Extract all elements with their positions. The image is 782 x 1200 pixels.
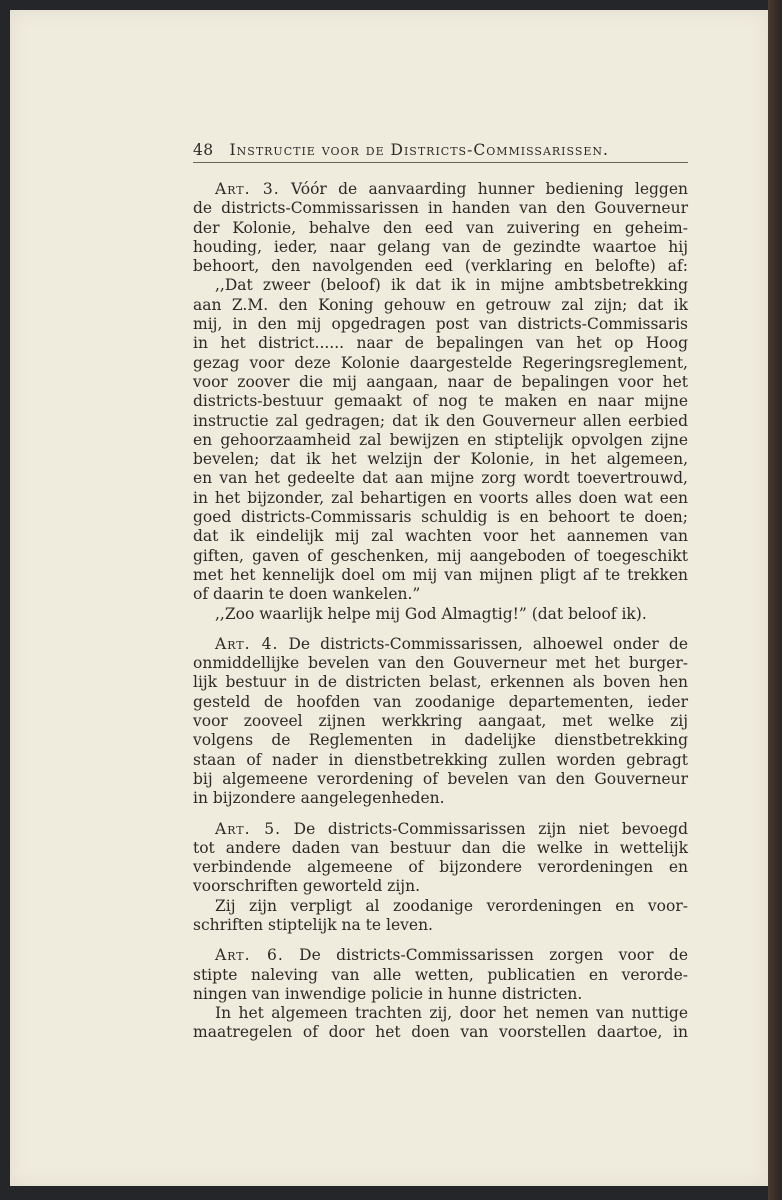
text-line: bij algemeene verordening of bevelen van den Gouverneur [193,769,688,788]
text-line: in het bijzonder, zal behartigen en voorts alles doen wat een [193,488,688,507]
text-line: de districts-Commissarissen in handen van den Gouverneur [193,199,688,218]
text-line: staan of nader in dienstbetrekking zullen worden gebragt [193,750,688,769]
page-body [193,180,688,1043]
text-line: dat ik eindelijk mij zal wachten voor het aannemen van [193,527,688,546]
text-line: bevelen; dat ik het welzijn der Kolonie, in het algemeen, [193,450,688,469]
text-line: stipte naleving van alle wetten, publicatien en verorde- [193,965,688,984]
article-5 [193,820,688,936]
text-line: en van het gedeelte dat aan mijne zorg wordt toevertrouwd, [193,469,688,488]
text-line: houding, ieder, naar gelang van de gezindte waartoe hij [193,237,688,256]
text-line: lijk bestuur in de districten belast, erkennen als boven hen [193,673,688,692]
text-line: Zij zijn verpligt al zoodanige verordeningen en voor- [215,896,688,915]
text-line: maatregelen of door het doen van voorstellen daartoe, in [193,1023,688,1042]
text-line: of daarin te doen wankelen.” [193,585,421,604]
text-line: ,,Zoo waarlijk helpe mij God Almagtig!” (dat beloof ik). [215,604,647,623]
article-label: Art. 3. [215,180,280,198]
article-label: Art. 6. [215,946,284,965]
text-line: gezag voor deze Kolonie daargestelde Regeringsreglement, [193,353,688,372]
text-line: tot andere daden van bestuur dan die welke in wettelijk [193,838,688,857]
text-line: voorschriften geworteld zijn. [193,877,421,896]
text-line: districts-bestuur gemaakt of nog te maken en naar mijne [193,392,688,411]
text-line: ningen van inwendige policie in hunne districten. [193,984,583,1003]
text-line: voor zoover die mij aangaan, naar de bepalingen voor het [193,372,688,391]
text-line: In het algemeen trachten zij, door het nemen van nuttige [215,1004,688,1023]
text-line: in bijzondere aangelegenheden. [193,789,445,808]
text-line: en gehoorzaamheid zal bewijzen en stiptelijk opvolgen zijne [193,430,688,449]
article-4 [193,635,688,809]
article-3 [193,180,688,624]
text-line: schriften stiptelijk na te leven. [193,915,433,934]
text-line: volgens de Reglementen in dadelijke dienstbetrekking [193,731,688,750]
text-line: mij, in den mij opgedragen post van districts-Commissaris [193,315,688,334]
text-line: giften, gaven of geschenken, mij aangeboden of toegeschikt [193,546,688,565]
running-title: Instructie voor de Districts-Commissarissen. [229,141,609,159]
text-line: onmiddellijke bevelen van den Gouverneur met het burger- [193,654,688,673]
text-line: aan Z.M. den Koning gehouw en getrouw zal zijn; dat ik [193,295,688,314]
text-line: behoort, den navolgenden eed (verklaring en belofte) af: [193,257,688,276]
running-header [193,141,688,159]
text-line: met het kennelijk doel om mij van mijnen pligt af te trekken [193,565,688,584]
article-6 [193,946,688,1042]
text-line: voor zooveel zijnen werkkring aangaat, met welke zij [193,712,688,731]
text-line: in het district...... naar de bepalingen van het op Hoog [193,334,688,353]
text-line: der Kolonie, behalve den eed van zuivering en geheim- [193,218,688,237]
header-rule [193,162,688,163]
article-label: Art. 5. [215,819,281,838]
text-line: Art. 5. De districts-Commissarissen zijn niet bevoegd [215,819,688,838]
text-line: Art. 6. De districts-Commissarissen zorgen voor de [215,946,688,965]
book-spine [768,0,782,1200]
text-line: Art. 3. Vóór de aanvaarding hunner bediening leggen [215,180,688,198]
page-number: 48 [193,141,214,159]
text-line: Art. 4. De districts-Commissarissen, alhoewel onder de [215,634,688,653]
text-line: verbindende algemeene of bijzondere verordeningen en [193,858,688,877]
text-line: instructie zal gedragen; dat ik den Gouverneur allen eerbied [193,411,688,430]
article-label: Art. 4. [215,634,279,653]
text-line: goed districts-Commissaris schuldig is en behoort te doen; [193,508,688,527]
text-line: gesteld de hoofden van zoodanige departementen, ieder [193,692,688,711]
text-line: ,,Dat zweer (beloof) ik dat ik in mijne ambtsbetrekking [215,276,688,295]
